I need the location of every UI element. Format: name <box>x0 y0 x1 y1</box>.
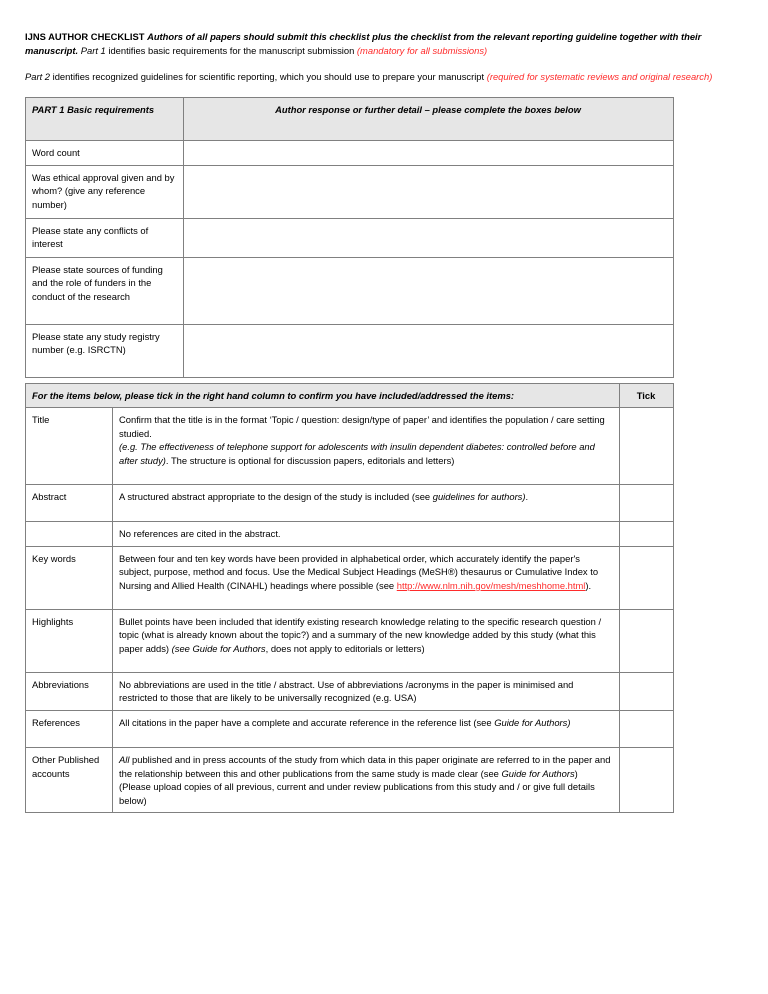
table-row <box>26 672 674 710</box>
table-row <box>26 324 674 377</box>
row-label-study-registry: Please state any study registry number (e.g. ISRCTN) <box>26 324 184 377</box>
table-row <box>26 165 674 218</box>
part-1-header-requirements: PART 1 Basic requirements <box>26 97 184 140</box>
intro-paragraph-1 <box>25 30 736 58</box>
row-text-abstract <box>113 485 620 522</box>
row-label-word-count: Word count <box>26 140 184 165</box>
tick-box-abbreviations[interactable] <box>620 672 674 710</box>
row-label-title: Title <box>26 408 113 485</box>
row-label-conflicts-of-interest: Please state any conflicts of interest <box>26 218 184 257</box>
table-row <box>26 546 674 609</box>
row-label-highlights: Highlights <box>26 609 113 672</box>
response-field-funding-sources[interactable] <box>184 257 674 324</box>
required-note: (required for systematic reviews and original research) <box>486 71 713 83</box>
part-2-label: Part 2 <box>25 71 51 83</box>
title-structure-note: . The structure is optional for discussion papers, editorials and letters) <box>165 454 455 466</box>
mesh-home-link[interactable]: http://www.nlm.nih.gov/mesh/meshhome.html <box>396 579 586 591</box>
abstract-text-tail: . <box>525 491 529 503</box>
highlights-guide-reference: (see Guide for Authors <box>171 642 266 654</box>
row-label-key-words: Key words <box>26 546 113 609</box>
part-1-label: Part 1 <box>80 45 106 57</box>
tick-box-title[interactable] <box>620 408 674 485</box>
row-text-no-references: No references are cited in the abstract. <box>113 522 620 547</box>
response-field-study-registry[interactable] <box>184 324 674 377</box>
key-words-requirement-text: Between four and ten key words have been provided in alphabetical order, which accurately identify the paper's subject, purpose, method and focus. Use the Medical Subject Headings (MeSH®) thesaurus or Cumulative Index to Nursing and Allied Health (CINAHL) headings where possible (see <box>119 552 599 591</box>
tick-box-abstract[interactable] <box>620 485 674 522</box>
intro-block <box>25 30 736 85</box>
title-requirement-text: Confirm that the title is in the format ‘Topic / question: design/type of paper’ and identifies the population / care setting studied. <box>119 414 605 439</box>
other-accounts-requirement-text: published and in press accounts of the study from which data in this paper originate are referred to in the paper and the relationship between this and other publications from the same study is made clear (see <box>119 753 611 779</box>
abstract-guidelines-reference: guidelines for authors) <box>432 491 526 503</box>
other-accounts-guide-reference: Guide for Authors <box>501 767 575 779</box>
tick-box-highlights[interactable] <box>620 609 674 672</box>
table-row <box>26 485 674 522</box>
intro-plain-text-1: identifies basic requirements for the manuscript submission <box>105 45 357 57</box>
row-label-abbreviations: Abbreviations <box>26 672 113 710</box>
table-row <box>26 609 674 672</box>
response-field-conflicts-of-interest[interactable] <box>184 218 674 257</box>
row-text-key-words <box>113 546 620 609</box>
part-2-instruction: For the items below, please tick in the right hand column to confirm you have included/addressed the items: <box>26 383 620 408</box>
part-1-table <box>25 97 674 378</box>
table-row <box>26 710 674 747</box>
row-label-no-references <box>26 522 113 547</box>
table-row <box>26 408 674 485</box>
response-field-word-count[interactable] <box>184 140 674 165</box>
row-label-other-published-accounts: Other Published accounts <box>26 747 113 812</box>
row-text-abbreviations: No abbreviations are used in the title / abstract. Use of abbreviations /acronyms in the paper is minimised and restricted to those that are likely to be universally recognized (e.g. USA) <box>113 672 620 710</box>
references-guide-reference: Guide for Authors) <box>494 716 571 728</box>
title-example-text: (e.g. The effectiveness of telephone support for adolescents with insulin dependent diabetes: controlled before and after study) <box>119 441 595 466</box>
tick-box-references[interactable] <box>620 710 674 747</box>
abstract-requirement-text: A structured abstract appropriate to the design of the study is included (see <box>119 491 433 503</box>
mandatory-note: (mandatory for all submissions) <box>356 45 488 57</box>
intro-plain-text-2: identifies recognized guidelines for scientific reporting, which you should use to prepare your manuscript <box>50 71 487 83</box>
row-label-ethical-approval: Was ethical approval given and by whom? (give any reference number) <box>26 165 184 218</box>
highlights-requirement-text: Bullet points have been included that identify existing research knowledge relating to the specific research question / topic (what is already known about the topic?) and a summary of the new knowledge added by this study (what this paper adds) <box>119 615 602 654</box>
intro-bold-italic-text: Authors of all papers should submit this checklist plus the checklist from the relevant reporting guideline together with their manuscript. <box>25 31 702 57</box>
row-text-highlights <box>113 609 620 672</box>
intro-paragraph-2 <box>25 70 736 84</box>
table-row <box>26 747 674 812</box>
row-label-references: References <box>26 710 113 747</box>
row-label-funding-sources: Please state sources of funding and the role of funders in the conduct of the research <box>26 257 184 324</box>
part-2-table <box>25 383 674 814</box>
part-1-header-response: Author response or further detail – please complete the boxes below <box>184 97 674 140</box>
highlights-text-tail: , does not apply to editorials or letters) <box>265 642 425 654</box>
table-row <box>26 522 674 547</box>
row-text-title <box>113 408 620 485</box>
table-row <box>26 218 674 257</box>
response-field-ethical-approval[interactable] <box>184 165 674 218</box>
key-words-text-tail: ). <box>585 579 592 591</box>
table-row <box>26 140 674 165</box>
row-text-references <box>113 710 620 747</box>
part-2-header-row <box>26 383 674 408</box>
references-requirement-text: All citations in the paper have a complete and accurate reference in the reference list (see <box>119 716 495 728</box>
part-2-header-tick: Tick <box>620 383 674 408</box>
part-1-header-row <box>26 97 674 140</box>
row-text-other-published-accounts <box>113 747 620 812</box>
table-row <box>26 257 674 324</box>
tick-box-other-published-accounts[interactable] <box>620 747 674 812</box>
other-accounts-lead-italic: All <box>119 753 130 765</box>
tick-box-key-words[interactable] <box>620 546 674 609</box>
checklist-title: IJNS AUTHOR CHECKLIST <box>25 31 145 42</box>
other-accounts-text-tail: ) (Please upload copies of all previous, current and under review publications from this study and / or give full details below) <box>119 767 595 806</box>
row-label-abstract: Abstract <box>26 485 113 522</box>
tick-box-no-references[interactable] <box>620 522 674 547</box>
